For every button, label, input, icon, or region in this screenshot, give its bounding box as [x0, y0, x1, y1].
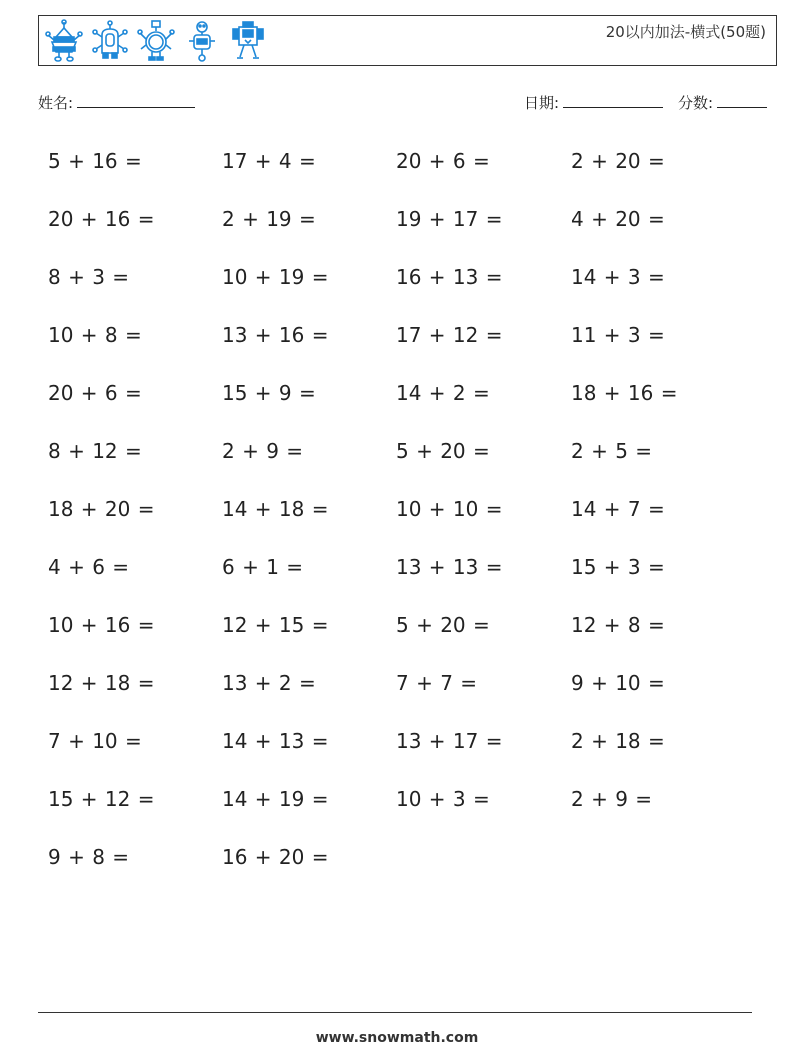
robot-icon	[183, 19, 221, 63]
problem-item: 10 + 16 =	[48, 613, 155, 637]
problem-item: 9 + 10 =	[571, 671, 665, 695]
problem-item: 10 + 3 =	[396, 787, 490, 811]
robot-icon	[91, 19, 129, 63]
problem-item: 10 + 8 =	[48, 323, 142, 347]
problem-item: 2 + 20 =	[571, 149, 665, 173]
problem-row	[48, 491, 748, 549]
problem-item: 15 + 9 =	[222, 381, 316, 405]
problem-item: 2 + 9 =	[222, 439, 304, 463]
problem-item: 20 + 6 =	[48, 381, 142, 405]
problem-row	[48, 259, 748, 317]
score-label: 分数:	[678, 94, 714, 112]
score-field	[678, 92, 767, 113]
problem-item: 4 + 6 =	[48, 555, 130, 579]
robot-icon	[229, 19, 267, 63]
problem-item: 5 + 20 =	[396, 439, 490, 463]
problem-item: 14 + 18 =	[222, 497, 329, 521]
problem-item: 15 + 12 =	[48, 787, 155, 811]
problem-item: 18 + 16 =	[571, 381, 678, 405]
problem-item: 8 + 12 =	[48, 439, 142, 463]
problem-item: 13 + 2 =	[222, 671, 316, 695]
problem-row	[48, 665, 748, 723]
robot-icon-strip	[45, 19, 275, 63]
problem-item: 7 + 10 =	[48, 729, 142, 753]
problem-item: 12 + 8 =	[571, 613, 665, 637]
problem-item: 2 + 9 =	[571, 787, 653, 811]
date-label: 日期:	[524, 94, 560, 112]
problem-item: 13 + 17 =	[396, 729, 503, 753]
problem-row	[48, 201, 748, 259]
name-blank-line	[77, 92, 195, 108]
problem-item: 10 + 19 =	[222, 265, 329, 289]
problem-row	[48, 839, 748, 897]
name-field	[38, 92, 195, 113]
problem-item: 2 + 18 =	[571, 729, 665, 753]
problem-item: 17 + 4 =	[222, 149, 316, 173]
problem-item: 13 + 16 =	[222, 323, 329, 347]
problem-item: 20 + 16 =	[48, 207, 155, 231]
date-field	[524, 92, 663, 113]
problem-item: 20 + 6 =	[396, 149, 490, 173]
problem-row	[48, 607, 748, 665]
problem-item: 4 + 20 =	[571, 207, 665, 231]
problem-item: 5 + 16 =	[48, 149, 142, 173]
problem-item: 7 + 7 =	[396, 671, 478, 695]
problem-item: 13 + 13 =	[396, 555, 503, 579]
problem-item: 9 + 8 =	[48, 845, 130, 869]
problem-row	[48, 781, 748, 839]
problem-item: 14 + 7 =	[571, 497, 665, 521]
problem-item: 10 + 10 =	[396, 497, 503, 521]
problem-item: 19 + 17 =	[396, 207, 503, 231]
problem-item: 2 + 19 =	[222, 207, 316, 231]
problem-item: 6 + 1 =	[222, 555, 304, 579]
footer-url: www.snowmath.com	[315, 1030, 479, 1046]
problem-item: 14 + 19 =	[222, 787, 329, 811]
robot-icon	[45, 19, 83, 63]
problem-item: 12 + 15 =	[222, 613, 329, 637]
problem-item: 16 + 13 =	[396, 265, 503, 289]
robot-icon	[137, 19, 175, 63]
problem-item: 16 + 20 =	[222, 845, 329, 869]
date-blank-line	[563, 92, 663, 108]
problem-row	[48, 317, 748, 375]
problem-item: 11 + 3 =	[571, 323, 665, 347]
problem-item: 14 + 13 =	[222, 729, 329, 753]
problem-item: 18 + 20 =	[48, 497, 155, 521]
worksheet-title: 20以内加法-横式(50题)	[605, 23, 766, 41]
problem-item: 14 + 3 =	[571, 265, 665, 289]
name-label: 姓名:	[38, 94, 74, 112]
problem-row	[48, 143, 748, 201]
footer-divider	[38, 1012, 752, 1013]
problem-item: 12 + 18 =	[48, 671, 155, 695]
worksheet-header	[38, 15, 777, 66]
problem-item: 2 + 5 =	[571, 439, 653, 463]
problem-grid	[48, 143, 748, 897]
score-blank-line	[717, 92, 767, 108]
problem-item: 17 + 12 =	[396, 323, 503, 347]
problem-row	[48, 433, 748, 491]
problem-row	[48, 375, 748, 433]
problem-item: 14 + 2 =	[396, 381, 490, 405]
problem-item: 5 + 20 =	[396, 613, 490, 637]
problem-row	[48, 723, 748, 781]
problem-row	[48, 549, 748, 607]
problem-item: 8 + 3 =	[48, 265, 130, 289]
problem-item: 15 + 3 =	[571, 555, 665, 579]
